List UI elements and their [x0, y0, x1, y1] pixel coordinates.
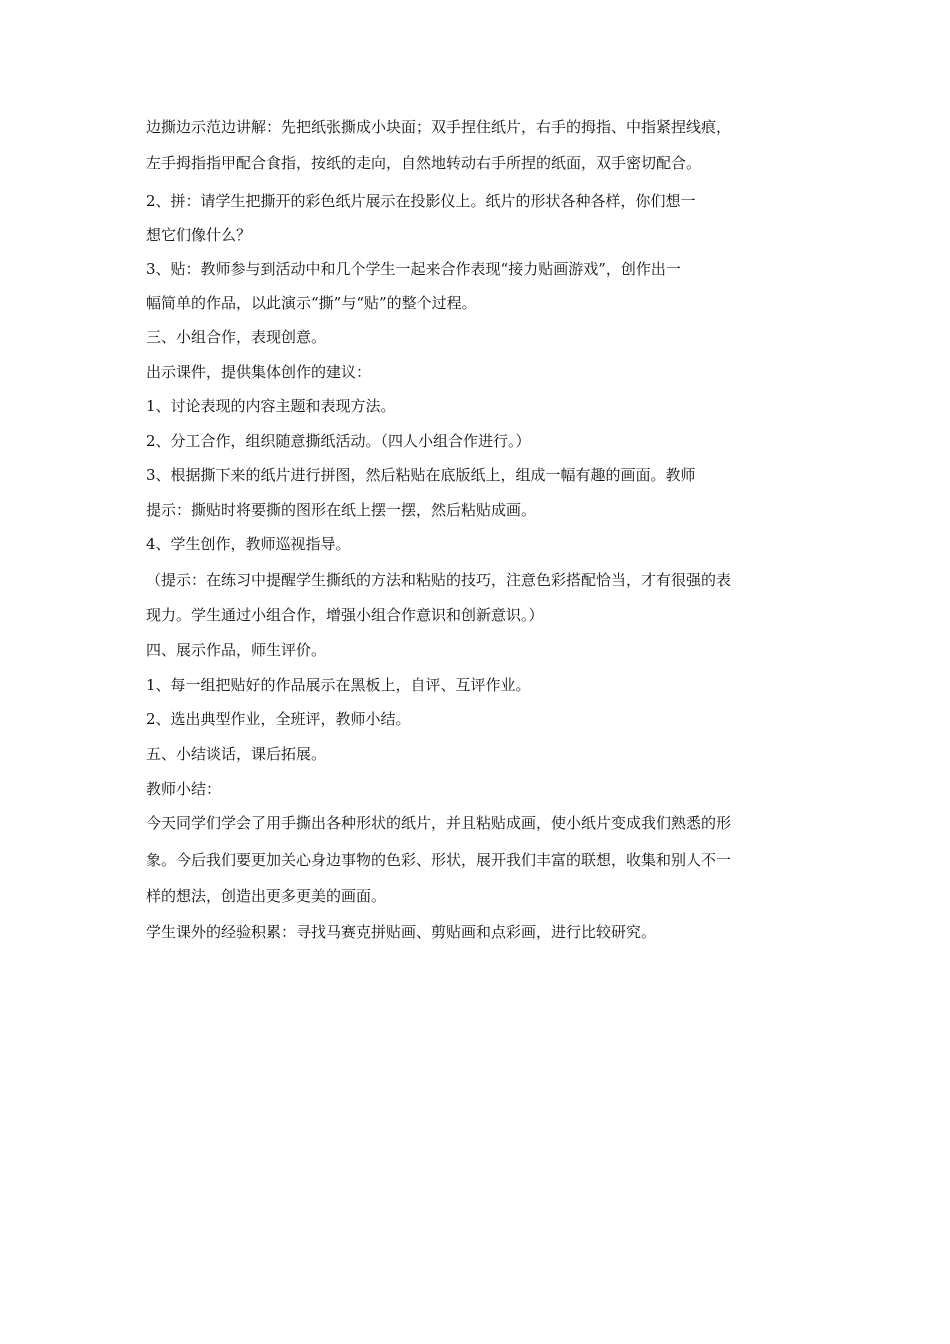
text-line: 学生课外的经验积累：寻找马赛克拼贴画、剪贴画和点彩画，进行比较研究。	[146, 923, 657, 941]
text-line: 幅简单的作品，以此演示“撕”与“贴”的整个过程。	[146, 294, 477, 312]
text-line: 现力。学生通过小组合作，增强小组合作意识和创新意识。）	[146, 606, 544, 624]
list-item: 4、学生创作，教师巡视指导。	[146, 535, 351, 553]
list-item: 1、每一组把贴好的作品展示在黑板上，自评、互评作业。	[146, 676, 531, 694]
text-line: 提示：撕贴时将要撕的图形在纸上摆一摆，然后粘贴成画。	[146, 501, 537, 519]
text-line: 象。今后我们要更加关心身边事物的色彩、形状，展开我们丰富的联想，收集和别人不一	[146, 851, 732, 869]
section-heading: 四、展示作品，师生评价。	[146, 641, 327, 659]
text-line: 3、贴：教师参与到活动中和几个学生一起来合作表现“接力贴画游戏”，创作出一	[146, 260, 681, 278]
text-line: 想它们像什么？	[146, 226, 252, 244]
text-line: 2、拼：请学生把撕开的彩色纸片展示在投影仪上。纸片的形状各种各样，你们想一	[146, 192, 696, 210]
text-line: （提示：在练习中提醒学生撕纸的方法和粘贴的技巧，注意色彩搭配恰当，才有很强的表	[146, 571, 732, 589]
text-line: 今天同学们学会了用手撕出各种形状的纸片，并且粘贴成画，使小纸片变成我们熟悉的形	[146, 814, 732, 832]
list-item: 1、讨论表现的内容主题和表现方法。	[146, 397, 396, 415]
list-item: 3、根据撕下来的纸片进行拼图，然后粘贴在底版纸上，组成一幅有趣的画面。教师	[146, 466, 696, 484]
section-heading: 五、小结谈话，课后拓展。	[146, 745, 327, 763]
list-item: 2、分工合作，组织随意撕纸活动。（四人小组合作进行。）	[146, 432, 531, 450]
text-line: 出示课件，提供集体创作的建议：	[146, 363, 372, 381]
text-line: 教师小结：	[146, 780, 222, 798]
list-item: 2、选出典型作业，全班评，教师小结。	[146, 710, 411, 728]
text-line: 左手拇指指甲配合食指，按纸的走向，自然地转动右手所捏的纸面，双手密切配合。	[146, 154, 702, 172]
section-heading: 三、小组合作，表现创意。	[146, 328, 327, 346]
text-line: 边撕边示范边讲解：先把纸张撕成小块面；双手捏住纸片，右手的拇指、中指紧捏线痕，	[146, 118, 732, 136]
text-line: 样的想法，创造出更多更美的画面。	[146, 887, 387, 905]
